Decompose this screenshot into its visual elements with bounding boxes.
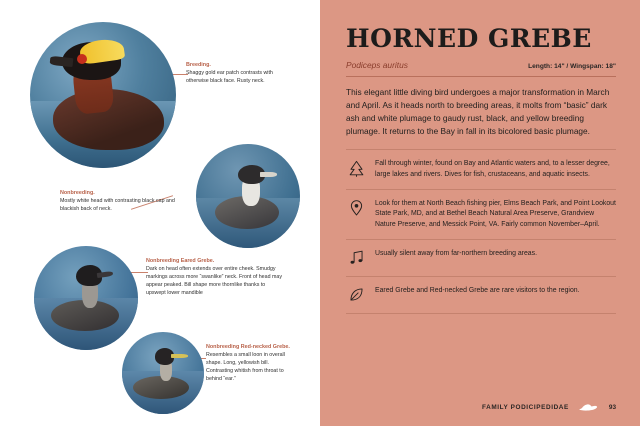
photo-breeding-inner (30, 22, 176, 168)
fact-voice-text: Usually silent away from far-northern breeding areas. (375, 249, 538, 257)
leaf-icon (346, 285, 366, 305)
callout-rednecked-body: Resembles a small loon in overall shape. Long, yellowish bill. Contrasting whitish from throat to behind “ear.” (206, 352, 285, 383)
intro-paragraph: This elegant little diving bird undergoes a major transformation in March and April. As it heads north to breeding areas, it molts from “basic” dark ash and white plumage to gaudy rust, black, and yellow breeding plumage. It returns to the Bay in fall in its bicolored basic plumage. (346, 87, 610, 137)
fact-list (346, 149, 616, 314)
photo-nonbreeding-red-necked-grebe (122, 332, 204, 414)
callout-breeding (186, 62, 290, 86)
callout-eared-body: Dark on head often extends over entire cheek. Smudgy markings across more “swanlike” neck. Front of head may appear peaked. Bill shape more thornlike thanks to upswept lower mandible (146, 266, 283, 297)
page-title: HORNED GREBE (346, 24, 592, 53)
callout-nonbreeding-eared-grebe (146, 258, 286, 298)
callout-eared-heading: Nonbreeding Eared Grebe. (146, 258, 215, 264)
right-page (320, 0, 640, 426)
fact-season (346, 149, 616, 188)
callout-nonbreeding-red-necked-grebe (206, 344, 292, 384)
bird-bill (171, 354, 187, 358)
bird-bill (50, 56, 74, 67)
grebe-silhouette-icon (578, 402, 600, 412)
scientific-name-row (346, 60, 616, 77)
page-number: 93 (608, 403, 616, 411)
callout-breeding-heading: Breeding. (186, 62, 211, 68)
location-pin-icon (346, 198, 366, 218)
photo-breeding-horned-grebe (30, 22, 176, 168)
fact-note (346, 276, 616, 314)
fact-season-text: Fall through winter, found on Bay and Atlantic waters and, to a lesser degree, large lakes and rivers. Dives for fish, crustaceans, and aquatic insects. (375, 160, 610, 179)
season-tree-icon (346, 158, 366, 178)
callout-breeding-body: Shaggy gold ear patch contrasts with otherwise black face. Rusty neck. (186, 70, 273, 85)
photo-nonbreeding-inner (196, 144, 300, 248)
photo-rednecked-inner (122, 332, 204, 414)
callout-nonbreeding (60, 190, 180, 214)
callout-rednecked-heading: Nonbreeding Red-necked Grebe. (206, 344, 290, 350)
photo-nonbreeding-horned-grebe (196, 144, 300, 248)
scientific-name: Podiceps auritus (346, 60, 408, 70)
family-label: FAMILY PODICIPEDIDAE (481, 403, 569, 411)
bird-bill (260, 172, 277, 177)
fact-location-text: Look for them at North Beach fishing pier, Elms Beach Park, and Point Lookout State Park, MD, and at Bethel Beach Natural Area Preserve, Grandview Nature Preserve, and Messick Point, VA. Fairly common November–April. (375, 199, 616, 229)
fact-note-text: Eared Grebe and Red-necked Grebe are rare visitors to the region. (375, 286, 580, 294)
callout-nonbreeding-body: Mostly white head with contrasting black cap and blackish back of neck. (60, 198, 175, 213)
fact-voice (346, 239, 616, 276)
music-note-icon (346, 248, 366, 268)
page-footer (482, 402, 616, 412)
fact-location (346, 189, 616, 239)
measurements: Length: 14" / Wingspan: 18" (528, 63, 616, 70)
bird-bill (97, 271, 113, 278)
callout-nonbreeding-heading: Nonbreeding. (60, 190, 95, 196)
